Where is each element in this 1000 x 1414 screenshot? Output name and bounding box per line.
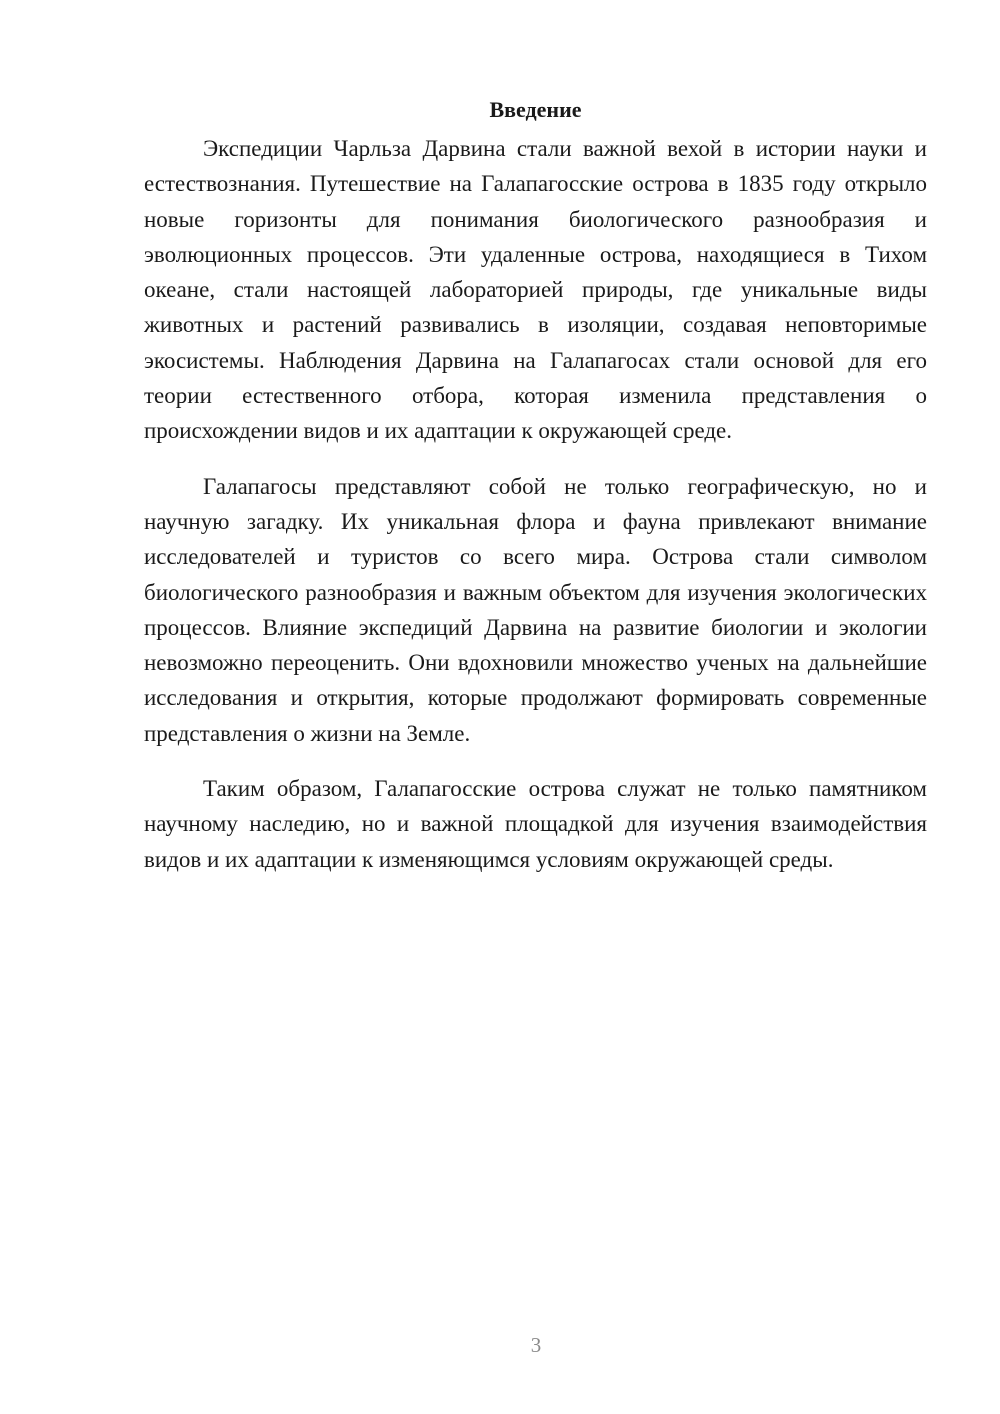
page-number: 3 (530, 1333, 542, 1357)
paragraph-3: Таким образом, Галапагосские острова служат не только памятником научному наследию, но и важной площадкой для изучения взаимодействия видов и их адаптации к изменяющимся условиям окружающей среды. (144, 776, 927, 872)
paragraph-1: Экспедиции Чарльза Дарвина стали важной вехой в истории науки и естествознания. Путешествие на Галапагосские острова в 1835 году открыло новые горизонты для понимания биологического разнообразия и эволюционных процессов. Эти удаленные острова, находящиеся в Тихом океане, стали настоящей лабораторией природы, где уникальные виды животных и растений развивались в изоляции, создавая неповторимые экосистемы. Наблюдения Дарвина на Галапагосах стали основой для его теории естественного отбора, которая изменила представления о происхождении видов и их адаптации к окружающей среде. (144, 136, 927, 444)
paragraph-2: Галапагосы представляют собой не только географическую, но и научную загадку. Их уникальная флора и фауна привлекают внимание исследователей и туристов со всего мира. Острова стали символом биологического разнообразия и важным объектом для изучения экологических процессов. Влияние экспедиций Дарвина на развитие биологии и экологии невозможно переоценить. Они вдохновили множество ученых на дальнейшие исследования и открытия, которые продолжают формировать современные представления о жизни на Земле. (144, 473, 927, 746)
page-content (144, 92, 927, 897)
section-title: Введение (489, 97, 582, 122)
